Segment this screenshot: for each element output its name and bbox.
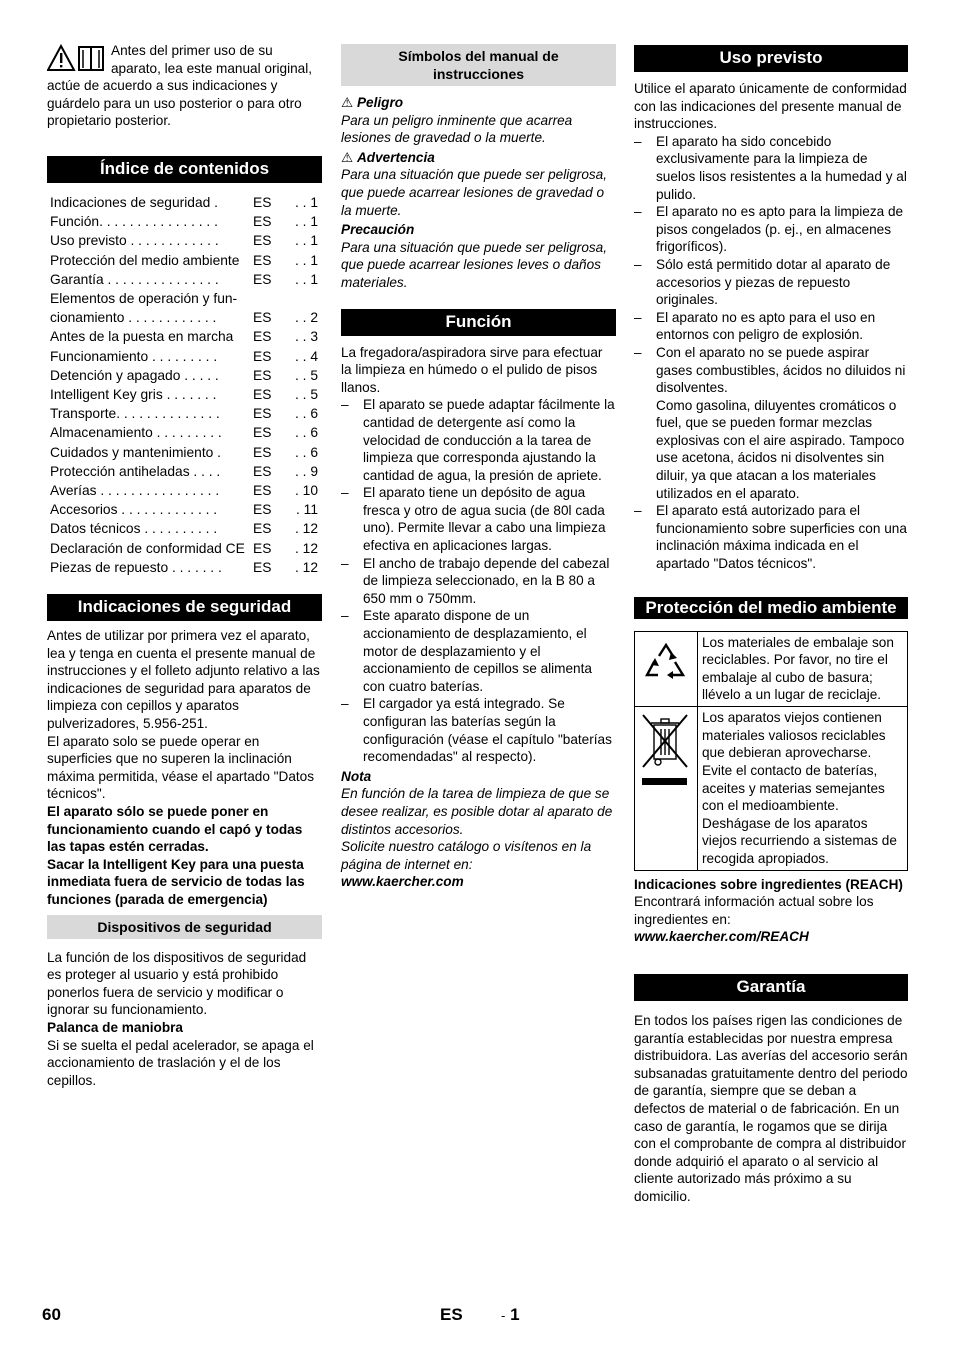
toc-lang: ES [253, 367, 272, 383]
toc-row[interactable] [50, 347, 318, 366]
list-item: – El aparato se puede adaptar fácilmente la cantidad de detergente así como la velocidad de conducción a la tarea de limpieza que corresponda ajustando la cantidad de agua, la presión de apriete. [341, 397, 615, 483]
safety-devices-header: Dispositivos de seguridad [47, 915, 322, 939]
list-item: – Con el aparato no se puede aspirar gases combustibles, ácidos no diluidos ni disolventes. [634, 344, 906, 396]
list-item: – El aparato tiene un depósito de agua fresca y otro de agua sucia (de 80l cada uno). Permite llevar a cabo una limpieza efectiva en aplicaciones largas. [341, 485, 606, 554]
footer-subpage: - 1 [501, 1305, 520, 1324]
toc-entry: Cuidados y mantenimiento . [50, 444, 222, 460]
toc-lang: ES [253, 540, 272, 556]
environment-table [634, 631, 908, 871]
toc-row[interactable] [50, 270, 318, 289]
toc-page: . 12 [294, 540, 318, 556]
toc-page: . . 1 [294, 233, 318, 249]
caution-label: Precaución [341, 222, 415, 238]
toc-entry: Protección del medio ambiente [50, 252, 240, 268]
toc-page: . . 1 [294, 214, 318, 230]
toc-page: . 12 [294, 559, 318, 575]
toc-lang: ES [253, 406, 272, 422]
toc-entry: Protección antiheladas . . . . [50, 463, 221, 479]
safety-header: Indicaciones de seguridad [47, 594, 322, 621]
toc-lang: ES [253, 310, 272, 326]
toc-entry: Elementos de operación y fun- [50, 290, 238, 306]
toc-row[interactable] [50, 366, 318, 385]
toc-lang: ES [253, 444, 272, 460]
list-item: – Este aparato dispone de un accionamiento de desplazamiento, el motor de desplazamiento y el accionamiento de cepillos se alimenta con cuatro baterías. [341, 608, 592, 694]
warning-text: Para una situación que puede ser peligrosa, que puede acarrear lesiones de gravedad o la muerte. [341, 167, 608, 218]
crossed-bin-icon [635, 707, 697, 793]
toc-row[interactable] [50, 481, 318, 500]
danger-label: Peligro [356, 95, 404, 110]
toc-page: . . 2 [294, 310, 318, 326]
toc-entry: Garantía . . . . . . . . . . . . . . . [50, 271, 219, 287]
toc-row[interactable] [50, 558, 318, 577]
toc-lang: ES [253, 483, 272, 499]
intro-block [47, 42, 322, 130]
toc-row[interactable] [50, 327, 318, 346]
toc-header: Índice de contenidos [47, 156, 322, 183]
list-item: – El aparato ha sido concebido exclusivamente para la limpieza de suelos lisos resistentes a la humedad y al pulido. [634, 133, 907, 202]
toc-row[interactable] [50, 519, 318, 538]
environment-header: Protección del medio ambiente [634, 597, 908, 619]
toc-lang: ES [253, 271, 272, 287]
toc-lang: ES [253, 348, 272, 364]
toc-page: . . 6 [294, 425, 318, 441]
toc-lang: ES [253, 194, 272, 210]
toc-row[interactable] [50, 500, 318, 519]
toc-entry: Datos técnicos . . . . . . . . . . [50, 521, 218, 537]
use-list [634, 133, 908, 397]
warning-manual-icon [47, 44, 107, 74]
toc-page: . . 6 [294, 444, 318, 460]
function-header: Función [341, 309, 616, 336]
toc-row[interactable] [50, 231, 318, 250]
note-text-1: En función de la tarea de limpieza de que se desee realizar, es posible dotar al aparato de distintos accesorios. [341, 786, 613, 837]
list-item: – El aparato no es apto para el uso en entornos con peligro de explosión. [634, 309, 876, 343]
function-list [341, 396, 616, 765]
toc-page: . . 5 [294, 367, 318, 383]
toc-entry: Intelligent Key gris . . . . . . . [50, 387, 217, 402]
danger-text: Para un peligro inminente que acarrea lesiones de gravedad o la muerte. [341, 112, 573, 146]
note-text-2: Solicite nuestro catálogo o visítenos en la página de internet en: [341, 839, 592, 872]
reach-text: Encontrará información actual sobre los ingredientes en: [634, 894, 874, 927]
toc-row[interactable] [50, 289, 318, 308]
safety-p3: El aparato sólo se puede poner en funcionamiento cuando el capó y todas las tapas estén cerradas. [47, 803, 303, 855]
safety-p4: Sacar la Intelligent Key para una puesta inmediata fuera de servicio de todas las funciones (parada de emergencia) [47, 856, 305, 907]
use-header: Uso previsto [634, 45, 908, 72]
danger-icon: ⚠ [341, 95, 354, 110]
toc-entry: Declaración de conformidad CE [50, 540, 245, 556]
toc-entry: Detención y apagado . . . . . [50, 367, 219, 383]
toc-entry: Funcionamiento . . . . . . . . . [50, 348, 218, 364]
recycle-text: Los materiales de embalaje son reciclables. Por favor, no tire el embalaje al cubo de basura; llévelo a un lugar de reciclaje. [698, 631, 908, 707]
toc-entry: Averías . . . . . . . . . . . . . . . . [50, 483, 220, 499]
weee-text: Los aparatos viejos contienen materiales valiosos reciclables que debieran aprovecharse. Evite el contacto de baterías, aceites y materias semejantes con el medioambiente. Deshágase de los aparatos viejos recurriendo a sistemas de recogida apropiados. [698, 707, 908, 870]
toc-page: . 11 [296, 502, 318, 518]
safety-p6: Si se suelta el pedal acelerador, se apaga el accionamiento de traslación y el de los cepillos. [47, 1037, 314, 1088]
toc-entry: Uso previsto . . . . . . . . . . . . [50, 233, 219, 249]
toc-page: . 12 [294, 521, 318, 537]
warranty-text: En todos los países rigen las condiciones de garantía establecidas por nuestra empresa distribuidora. Las averías del accesorio serán subsanadas gratuitamente dentro del periodo de garantía, siempre que se deban a defectos de material o de fabricación. En un caso de garantía, le rogamos que se dirija con el comprobante de compra al distribuidor donde adquirió el aparato o al servicio al cliente autorizado más próximo a su domicilio. [634, 1012, 908, 1204]
toc-lang: ES [253, 233, 272, 249]
note-url: www.kaercher.com [341, 874, 464, 890]
toc-page: . . 1 [294, 252, 318, 268]
toc-lang: ES [253, 214, 272, 230]
toc-row[interactable] [50, 423, 318, 442]
list-item: – El aparato está autorizado para el funcionamiento sobre superficies con una inclinación máxima indicada en el apartado "Datos técnicos". [634, 503, 907, 572]
toc-lang: ES [253, 463, 272, 479]
toc-row[interactable] [50, 212, 318, 231]
toc-lang: ES [253, 387, 272, 402]
toc-row[interactable] [50, 251, 318, 270]
toc-entry: Función. . . . . . . . . . . . . . . . [50, 214, 218, 230]
list-item: – El ancho de trabajo depende del cabezal de limpieza seleccionado, en la B 80 a 650 mm o 750mm. [341, 555, 610, 606]
page-number: 60 [42, 1305, 61, 1324]
toc-row[interactable] [50, 308, 318, 327]
caution-text: Para una situación que puede ser peligrosa, que puede acarrear lesiones leves o daños materiales. [341, 239, 608, 290]
toc-page: . 10 [294, 483, 318, 499]
toc-lang: ES [253, 252, 272, 268]
toc-page: . . 3 [294, 329, 318, 345]
toc-page [287, 289, 318, 308]
toc-lang: ES [253, 425, 272, 441]
toc-table [50, 193, 318, 577]
toc-entry: Antes de la puesta en marcha [50, 329, 234, 345]
toc-row[interactable] [50, 385, 318, 404]
toc-lang: ES [253, 502, 272, 518]
toc-entry: Transporte. . . . . . . . . . . . . . [50, 406, 220, 422]
safety-p2: El aparato solo se puede operar en superficies que no superen la inclinación máxima permitida, véase el apartado "Datos técnicos". [47, 733, 315, 802]
column-middle [341, 42, 616, 891]
toc-page: . . 1 [294, 194, 318, 210]
reach-title: Indicaciones sobre ingredientes (REACH) [634, 876, 903, 892]
toc-row[interactable] [50, 193, 318, 212]
list-item: – El cargador ya está integrado. Se configuran las baterías según la configuración (véase el capítulo "baterías recomendadas" al respecto). [341, 696, 612, 765]
toc-page: . . 6 [294, 406, 318, 422]
toc-page: . . 9 [294, 463, 318, 479]
toc-page: . . 4 [294, 348, 318, 364]
recycle-icon [635, 632, 697, 702]
use-extra: Como gasolina, diluyentes cromáticos o fuel, que se pueden formar mezclas explosivas con el aire aspirado. Tampoco use acetona, ácidos ni disolventes sin diluir, ya que atacan a los materiales utilizados en el aparato. [656, 397, 905, 501]
intro-text: Antes del primer uso de su aparato, lea este manual original, actúe de acuerdo a sus indicaciones y guárdelo para un uso posterior o para otro propietario posterior. [47, 43, 313, 129]
toc-page: . . 1 [294, 271, 318, 287]
toc-row[interactable] [50, 539, 318, 558]
symbols-header: Símbolos del manual de instrucciones [341, 44, 616, 86]
toc-row[interactable] [50, 443, 318, 462]
warning-label: Advertencia [356, 149, 435, 165]
lever-title: Palanca de maniobra [47, 1019, 183, 1035]
toc-lang: ES [253, 521, 272, 537]
use-intro: Utilice el aparato únicamente de conformidad con las indicaciones del presente manual de instrucciones. [634, 81, 907, 132]
toc-lang: ES [253, 329, 272, 345]
toc-entry: cionamiento . . . . . . . . . . . . [50, 310, 217, 326]
column-right [634, 42, 908, 1205]
toc-page: . . 5 [294, 387, 318, 402]
toc-entry: Indicaciones de seguridad . [50, 194, 218, 210]
column-left [47, 42, 322, 1089]
toc-entry: Piezas de repuesto . . . . . . . [50, 559, 222, 575]
toc-row[interactable] [50, 462, 318, 481]
toc-lang: ES [253, 559, 272, 575]
reach-url: www.kaercher.com/REACH [634, 929, 809, 945]
toc-entry: Accesorios . . . . . . . . . . . . . [50, 502, 218, 518]
note-label: Nota [341, 768, 372, 784]
footer-language: ES [440, 1305, 463, 1324]
toc-row[interactable] [50, 404, 318, 423]
safety-p1: Antes de utilizar por primera vez el aparato, lea y tenga en cuenta el presente manual de instrucciones y el folleto adjunto relativo a las indicaciones de seguridad para aparatos de limpieza con cepillos y aparatos pulverizadores, 5.956-251. [47, 628, 320, 731]
warranty-header: Garantía [634, 974, 908, 1001]
list-item: – Sólo está permitido dotar al aparato de accesorios y piezas de repuesto originales. [634, 256, 891, 308]
list-item: – El aparato no es apto para la limpieza de pisos congelados (p. ej., en almacenes frigoríficos). [634, 204, 904, 255]
toc-lang [253, 289, 287, 308]
toc-entry: Almacenamiento . . . . . . . . . [50, 425, 222, 441]
safety-p5: La función de los dispositivos de seguridad es proteger al usuario y está prohibido ponerlos fuera de servicio y modificar o ignorar su funcionamiento. [47, 949, 307, 1018]
function-intro: La fregadora/aspiradora sirve para efectuar la limpieza en húmedo o el pulido de pisos llanos. [341, 344, 603, 395]
warning-icon: ⚠ [341, 149, 354, 165]
